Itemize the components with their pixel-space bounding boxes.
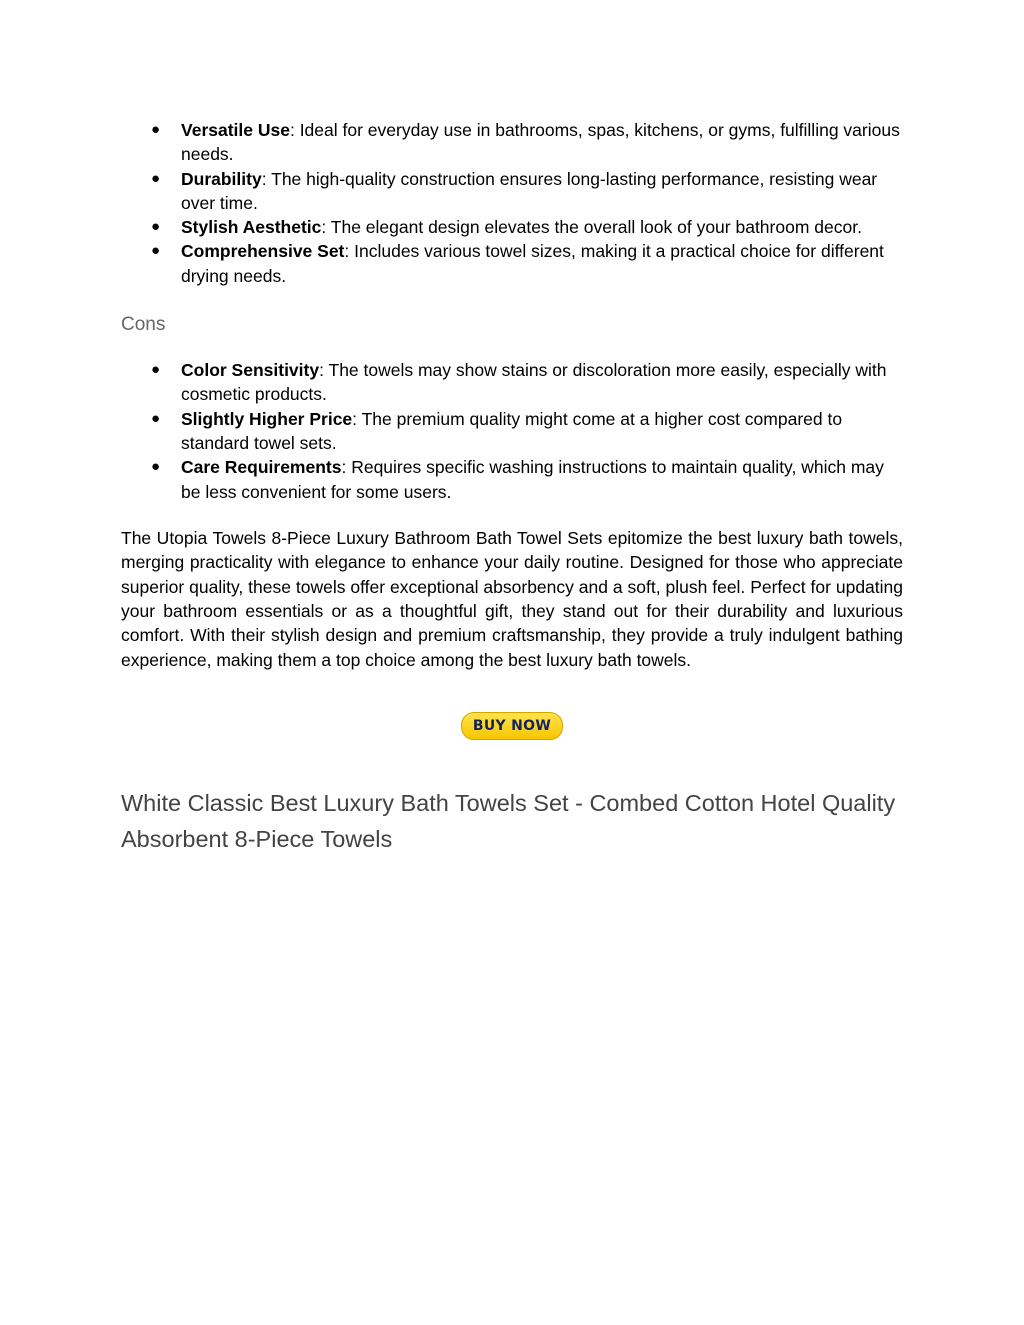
pros-list-item	[121, 215, 903, 239]
pros-desc: : The elegant design elevates the overall look of your bathroom decor.	[321, 217, 862, 238]
pros-desc: : Ideal for everyday use in bathrooms, spas, kitchens, or gyms, fulfilling various needs.	[181, 120, 900, 165]
pros-desc: : Includes various towel sizes, making it a practical choice for different drying needs.	[181, 241, 884, 286]
cons-list-item	[121, 407, 903, 456]
pros-term: Durability	[181, 168, 262, 189]
bullet-icon: ●	[151, 458, 161, 476]
bullet-icon: ●	[151, 242, 161, 260]
cons-desc: : The premium quality might come at a higher cost compared to standard towel sets.	[181, 408, 843, 453]
document-page	[121, 118, 903, 857]
cons-term: Care Requirements	[181, 457, 342, 478]
pros-term: Stylish Aesthetic	[181, 217, 322, 238]
pros-list-item	[121, 239, 903, 288]
cons-term: Color Sensitivity	[181, 360, 320, 381]
pros-list	[121, 118, 903, 288]
cons-term: Slightly Higher Price	[181, 408, 353, 429]
cons-desc: : The towels may show stains or discoloration more easily, especially with cosmetic products.	[181, 360, 887, 405]
next-product-title: White Classic Best Luxury Bath Towels Set - Combed Cotton Hotel Quality Absorbent 8-Piece Towels	[121, 790, 896, 853]
buy-now-container	[121, 712, 903, 744]
bullet-icon: ●	[151, 121, 161, 138]
bullet-icon: ●	[151, 169, 161, 187]
bullet-icon: ●	[151, 409, 161, 427]
bullet-icon: ●	[151, 218, 161, 236]
pros-list-item	[121, 118, 903, 167]
cons-list-item	[121, 358, 903, 407]
bullet-icon: ●	[151, 361, 161, 379]
cons-list-item	[121, 455, 903, 504]
buy-now-button[interactable]: BUY NOW	[461, 712, 563, 740]
pros-desc: : The high-quality construction ensures long-lasting performance, resisting wear over time.	[181, 168, 878, 213]
cons-list	[121, 358, 903, 504]
pros-term: Versatile Use	[181, 120, 290, 140]
summary-paragraph: The Utopia Towels 8-Piece Luxury Bathroom Bath Towel Sets epitomize the best luxury bath towels, merging practicality with elegance to enhance your daily routine. Designed for those who appreciate superior quality, these towels offer exceptional absorbency and a soft, plush feel. Perfect for updating your bathroom essentials or as a thoughtful gift, they stand out for their durability and luxurious comfort. With their stylish design and premium craftsmanship, they provide a truly indulgent bathing experience, making them a top choice among the best luxury bath towels.	[121, 527, 903, 670]
cons-desc: : Requires specific washing instructions to maintain quality, which may be less convenient for some users.	[181, 457, 884, 502]
pros-term: Comprehensive Set	[181, 241, 345, 262]
pros-list-item	[121, 167, 903, 216]
cons-heading: Cons	[121, 314, 166, 336]
